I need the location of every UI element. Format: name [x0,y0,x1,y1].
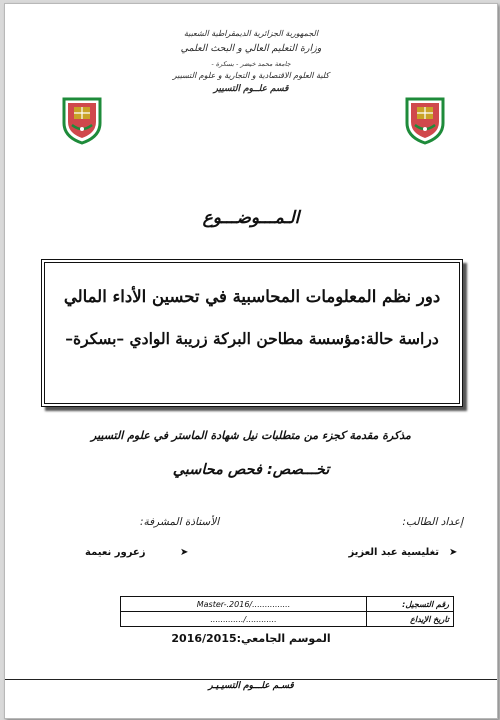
header-republic: الجمهورية الجزائرية الديمقراطية الشعبية [183,29,319,38]
memo-statement: مذكرة مقدمة كجزء من متطلبات نيل شهادة الماستر في علوم التسيير [91,429,411,442]
footer-divider [5,679,497,680]
deposit-date-value: ............./............ [121,612,367,627]
university-logo-left [60,95,104,145]
registration-table [120,596,454,627]
document-page [4,3,498,719]
header-ministry: وزارة التعليم العالي و البحث العلمي [180,43,322,54]
supervisor-name: زعرور نعيمة [85,547,146,558]
specialty: تخـــصص: فحص محاسبي [172,462,330,478]
student-label: إعداد الطالب: [402,516,463,528]
footer-department: قسـم علـــوم التسيـيـر [208,681,294,691]
table-row [121,597,454,612]
university-logo-right [403,95,447,145]
deposit-date-label: تاريخ الإيداع [367,612,454,627]
supervisor-label: الأستاذة المشرفة: [140,516,220,528]
registration-number-value: Master-.2016/............... [121,597,367,612]
header-department: قسم علــوم التسيير [213,84,289,94]
table-row [121,612,454,627]
subject-heading: الـمـــوضـــوع [202,208,300,228]
header-university: جامعة محمد خيضر - بسكرة - [211,60,291,68]
thesis-title: دور نظم المعلومات المحاسبية في تحسين الأداء المالي [63,287,441,306]
arrow-bullet-icon: ➤ [449,547,458,558]
header-faculty: كلية العلوم الاقتصادية و التجارية و علوم التسيير [172,71,330,80]
arrow-bullet-icon: ➤ [180,547,189,558]
case-study-subtitle: دراسة حالة:مؤسسة مطاحن البركة زريبة الوادي –بسكرة– [65,329,439,348]
academic-season: الموسم الجامعي:2016/2015 [171,632,331,645]
registration-number-label: رقم التسجيل: [367,597,454,612]
student-name: تغليسية عبد العزيز [348,547,439,558]
